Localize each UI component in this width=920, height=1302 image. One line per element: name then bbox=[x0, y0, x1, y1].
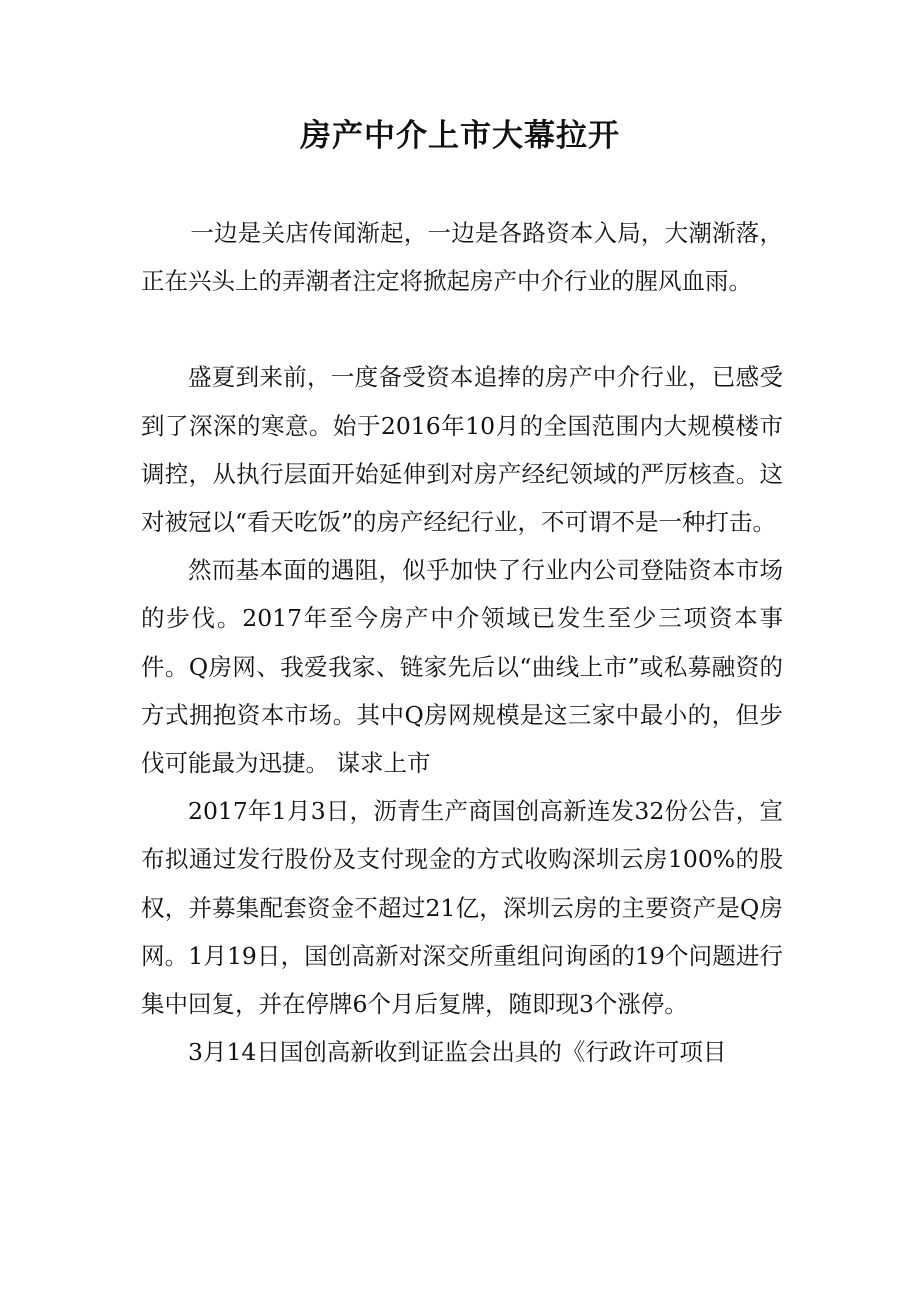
article-body bbox=[141, 209, 783, 1076]
page-title: 房产中介上市大幕拉开 bbox=[300, 118, 620, 154]
lead-paragraph: 一边是关店传闻渐起，一边是各路资本入局，大潮渐落，正在兴头上的弄潮者注定将掀起房产中介行业的腥风血雨。 bbox=[141, 219, 783, 296]
paragraph-spacer bbox=[141, 305, 783, 353]
body-paragraph-3: 2017年1月3日，沥青生产商国创高新连发32份公告，宣布拟通过发行股份及支付现金的方式收购深圳云房100%的股权，并募集配套资金不超过21亿，深圳云房的主要资产是Q房网。1月19日，国创高新对深交所重组问询函的19个问题进行集中回复，并在停牌6个月后复牌，随即现3个涨停。 bbox=[141, 797, 783, 1019]
body-paragraph-2: 然而基本面的遇阻，似乎加快了行业内公司登陆资本市场的步伐。2017年至今房产中介领域已发生至少三项资本事件。Q房网、我爱我家、链家先后以“曲线上市”或私募融资的方式拥抱资本市场。其中Q房网规模是这三家中最小的，但步伐可能最为迅捷。 谋求上市 bbox=[141, 556, 783, 778]
body-paragraph-4: 3月14日国创高新收到证监会出具的《行政许可项目 bbox=[188, 1038, 727, 1067]
body-paragraph-1: 盛夏到来前，一度备受资本追捧的房产中介行业，已感受到了深深的寒意。始于2016年10月的全国范围内大规模楼市调控，从执行层面开始延伸到对房产经纪领域的严厉核查。这对被冠以“看天吃饭”的房产经纪行业，不可谓不是一种打击。 bbox=[141, 363, 783, 537]
